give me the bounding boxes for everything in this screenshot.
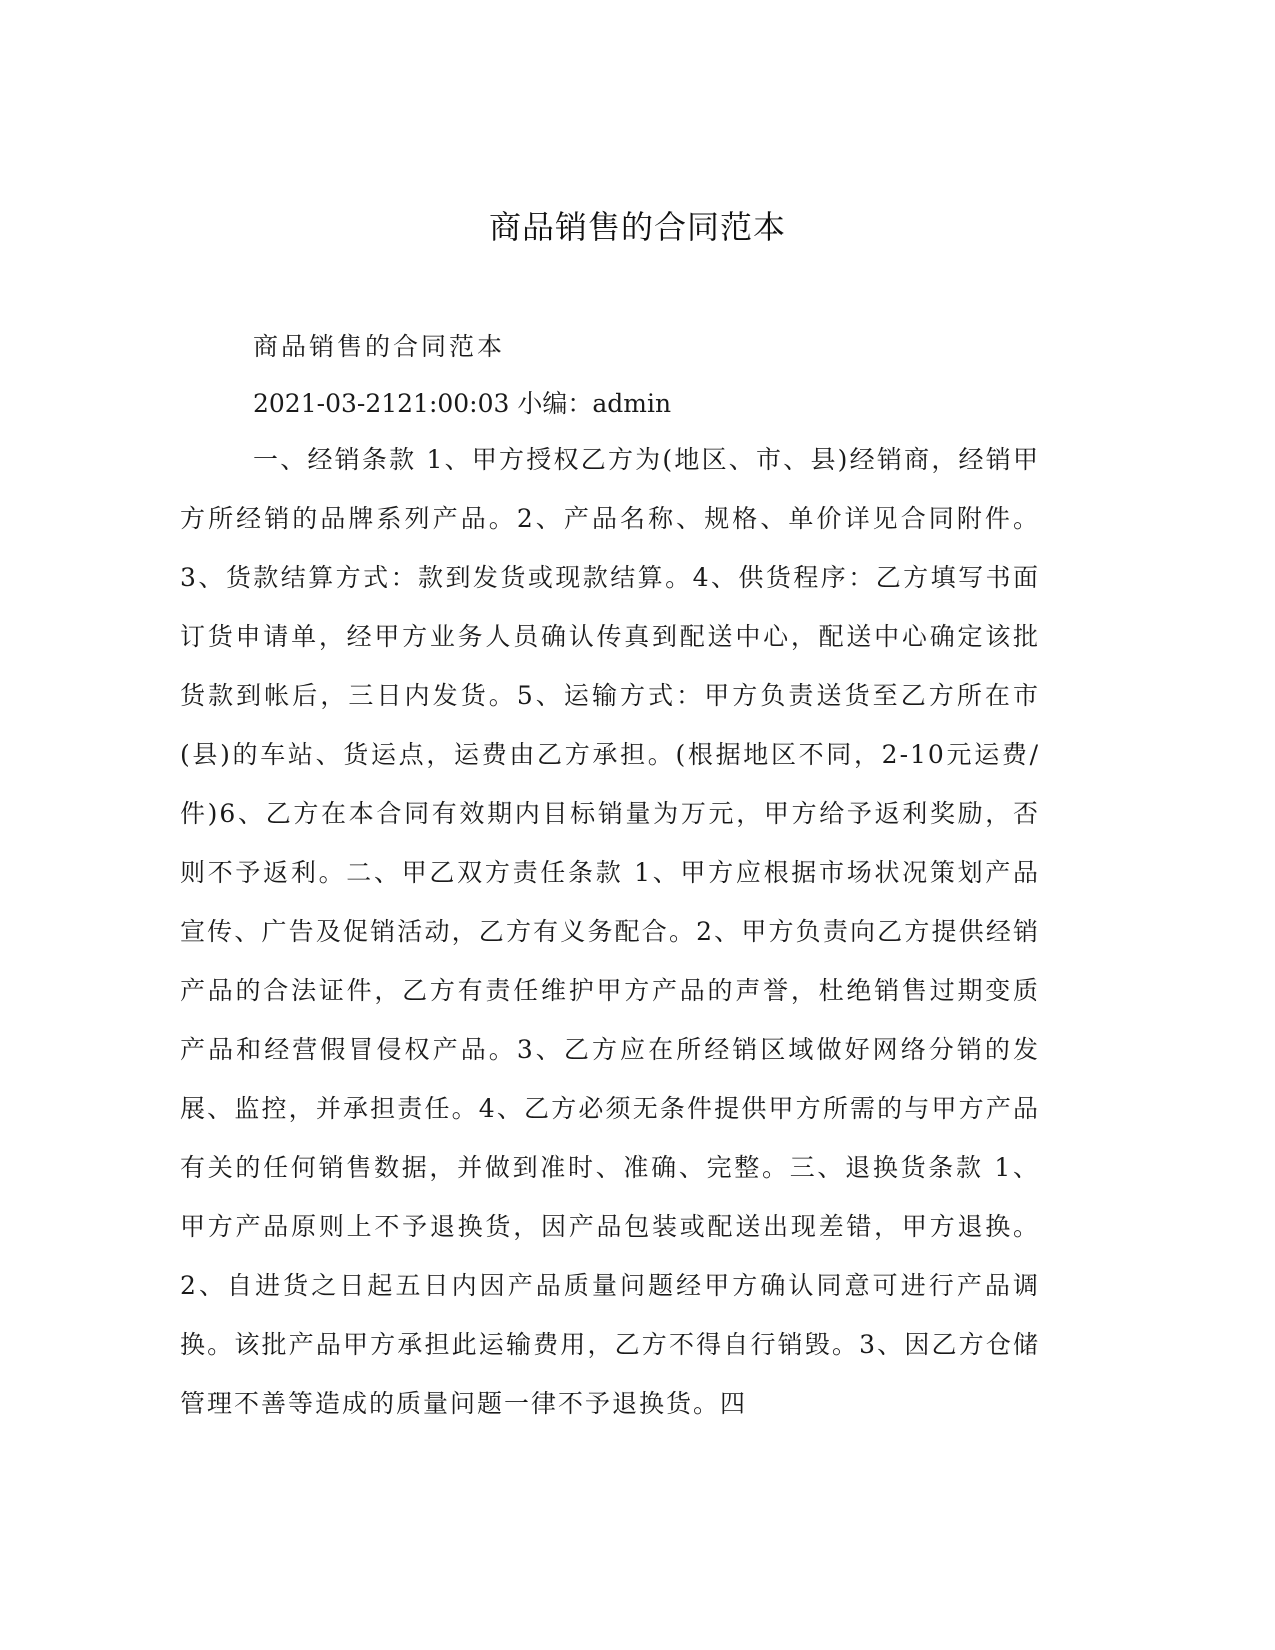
document-subtitle: 商品销售的合同范本 (253, 332, 506, 361)
publish-meta: 2021-03-2121:00:03 小编：admin (253, 389, 672, 418)
contract-body: 一、经销条款 1、甲方授权乙方为(地区、市、县)经销商，经销甲方所经销的品牌系列产品。2、产品名称、规格、单价详见合同附件。3、货款结算方式：款到发货或现款结算。4、供货程序：乙方填写书面订货申请单，经甲方业务人员确认传真到配送中心，配送中心确定该批货款到帐后，三日内发货。5、运输方式：甲方负责送货至乙方所在市(县)的车站、货运点，运费由乙方承担。(根据地区不同，2-10元运费/件)6、乙方在本合同有效期内目标销量为万元，甲方给予返利奖励，否则不予返利。二、甲乙双方责任条款 1、甲方应根据市场状况策划产品宣传、广告及促销活动，乙方有义务配合。2、甲方负责向乙方提供经销产品的合法证件，乙方有责任维护甲方产品的声誉，杜绝销售过期变质产品和经营假冒侵权产品。3、乙方应在所经销区域做好网络分销的发展、监控，并承担责任。4、乙方必须无条件提供甲方所需的与甲方产品有关的任何销售数据，并做到准时、准确、完整。三、退换货条款 1、甲方产品原则上不予退换货，因产品包装或配送出现差错，甲方退换。2、自进货之日起五日内因产品质量问题经甲方确认同意可进行产品调换。该批产品甲方承担此运输费用，乙方不得自行销毁。3、因乙方仓储管理不善等造成的质量问题一律不予退换货。四 (180, 445, 1040, 1418)
document-title: 商品销售的合同范本 (488, 208, 786, 246)
